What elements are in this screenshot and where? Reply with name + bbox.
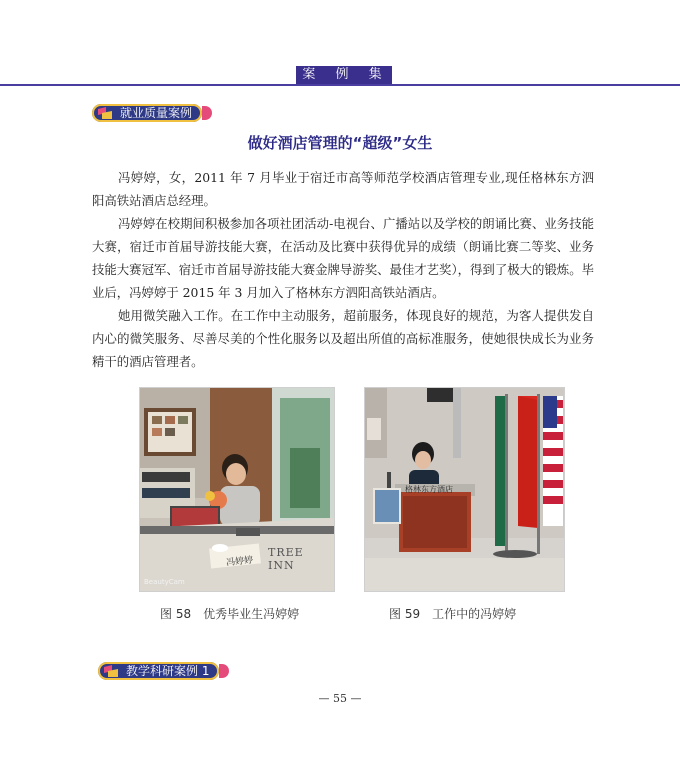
podium-photo-illustration: [365, 388, 564, 591]
header-rule: [0, 84, 680, 86]
photo-graduate-office: [139, 387, 335, 592]
podium-sign-text: 格林东方酒店: [405, 485, 453, 494]
section-tag-employment: [92, 104, 202, 122]
page-number: — 55 —: [318, 692, 362, 705]
camera-watermark: BeautyCam: [144, 578, 185, 586]
us-flag-icon: [543, 396, 563, 526]
section-tag-label: 就业质量案例: [120, 106, 193, 120]
nameplate-text: 冯婷婷: [225, 555, 254, 569]
paragraph: 冯婷婷，女，2011 年 7 月毕业于宿迁市高等师范学校酒店管理专业,现任格林东方泗阳高铁站酒店总经理。: [92, 170, 594, 208]
paragraph: 她用微笑融入工作。在工作中主动服务，超前服务，体现良好的规范，为客人提供发自内心的微笑服务、尽善尽美的个性化服务以及超出所值的高标准服务，使她很快成长为业务精干的酒店管理者。: [92, 308, 594, 369]
paragraph: 冯婷婷在校期间积极参加各项社团活动-电视台、广播站以及学校的朗诵比赛、业务技能大赛，宿迁市首届导游技能大赛，在活动及比赛中获得优异的成绩（朗诵比赛二等奖、业务技能大赛冠军、宿迁市首届导游技能大赛金牌导游奖、最佳才艺奖），得到了极大的锻炼。毕业后，冯婷婷于 2015 年 3 月加入了格林东方泗阳高铁站酒店。: [92, 216, 594, 300]
running-header-title: 案 例 集: [296, 66, 392, 84]
tag-end-deco: [219, 664, 229, 678]
figure-caption-58: 图 58 优秀毕业生冯婷婷: [160, 607, 300, 621]
section-tag-label: 教学科研案例 1: [126, 664, 210, 678]
tag-end-deco: [202, 106, 212, 120]
photo-at-podium: [364, 387, 565, 592]
section-tag-teaching: [98, 662, 219, 680]
desk-logo-text: TREE INN: [268, 546, 304, 572]
article-title: 做好酒店管理的“超级”女生: [247, 134, 433, 152]
article-body: [92, 166, 594, 373]
flag-deco-icon: [98, 107, 114, 119]
figure-caption-59: 图 59 工作中的冯婷婷: [389, 607, 517, 621]
flag-deco-icon: [104, 665, 120, 677]
